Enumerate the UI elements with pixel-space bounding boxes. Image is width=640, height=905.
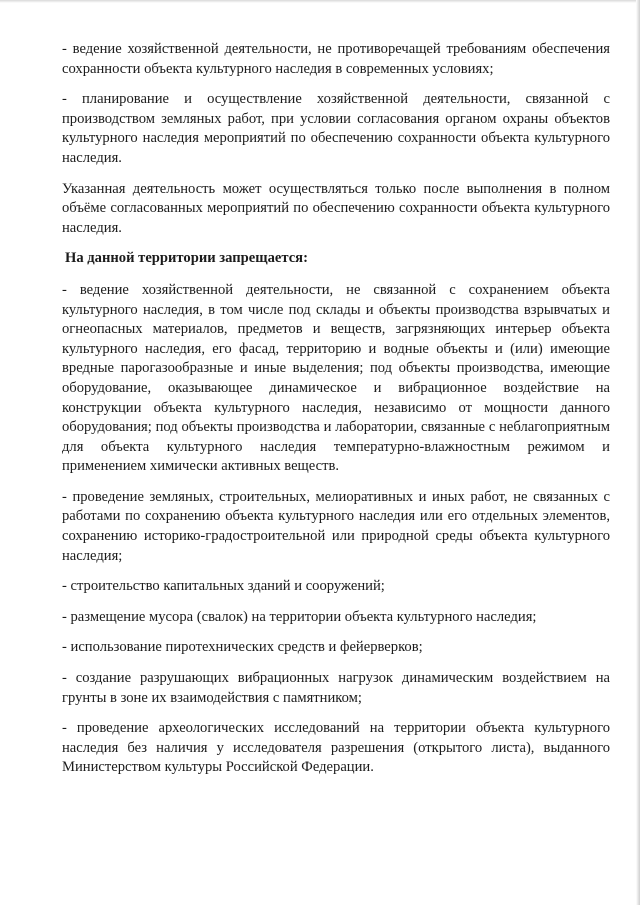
section-heading-prohibited: На данной территории запрещается: — [65, 250, 308, 267]
paragraph-prohibited-works: - проведение земляных, строительных, мелиоративных и иных работ, не связанных с работами по сохранению объекта культурного наследия или его отдельных элементов, сохранению историко-градостроительной или природной среды объекта культурного наследия; — [62, 488, 610, 564]
paragraph-prohibited-archaeology: - проведение археологических исследований на территории объекта культурного наследия без наличия у исследователя разрешения (открытого листа), выданного Министерством культуры Российской Федерации. — [62, 720, 610, 776]
paragraph-prohibited-economic-activity: - ведение хозяйственной деятельности, не связанной с сохранением объекта культурного наследия, в том числе под склады и объекты производства взрывчатых и огнеопасных материалов, предметов и веществ, загрязняющих интерьер объекта культурного наследия, его фасад, территорию и водные объекты и (или) имеющие вредные парогазообразные и иные выделения; под объекты производства, имеющие оборудование, оказывающее динамическое и вибрационное воздействие на конструкции объекта культурного наследия, независимо от мощности данного оборудования; под объекты производства и лаборатории, связанные с неблагоприятным для объекта культурного наследия температурно-влажностным режимом и применением химически активных веществ. — [62, 281, 610, 475]
scan-edge-top — [0, 0, 640, 3]
scan-edge-right — [636, 0, 640, 905]
paragraph-prohibited-construction: - строительство капитальных зданий и сооружений; — [62, 578, 385, 595]
paragraph-allowed-earthworks: - планирование и осуществление хозяйственной деятельности, связанной с производством земляных работ, при условии согласования органом охраны объектов культурного наследия мероприятий по обеспечению сохранности объекта культурного наследия. — [62, 91, 610, 166]
paragraph-activity-condition: Указанная деятельность может осуществляться только после выполнения в полном объёме согласованных мероприятий по обеспечению сохранности объекта культурного наследия. — [62, 180, 610, 236]
paragraph-allowed-economic-activity: - ведение хозяйственной деятельности, не противоречащей требованиям обеспечения сохранности объекта культурного наследия в современных условиях; — [62, 41, 610, 77]
paragraph-prohibited-pyrotechnics: - использование пиротехнических средств и фейерверков; — [62, 639, 423, 656]
paragraph-prohibited-vibration: - создание разрушающих вибрационных нагрузок динамическим воздействием на грунты в зоне их взаимодействия с памятником; — [62, 670, 610, 706]
document-page — [62, 40, 610, 789]
paragraph-prohibited-waste: - размещение мусора (свалок) на территории объекта культурного наследия; — [62, 608, 537, 625]
